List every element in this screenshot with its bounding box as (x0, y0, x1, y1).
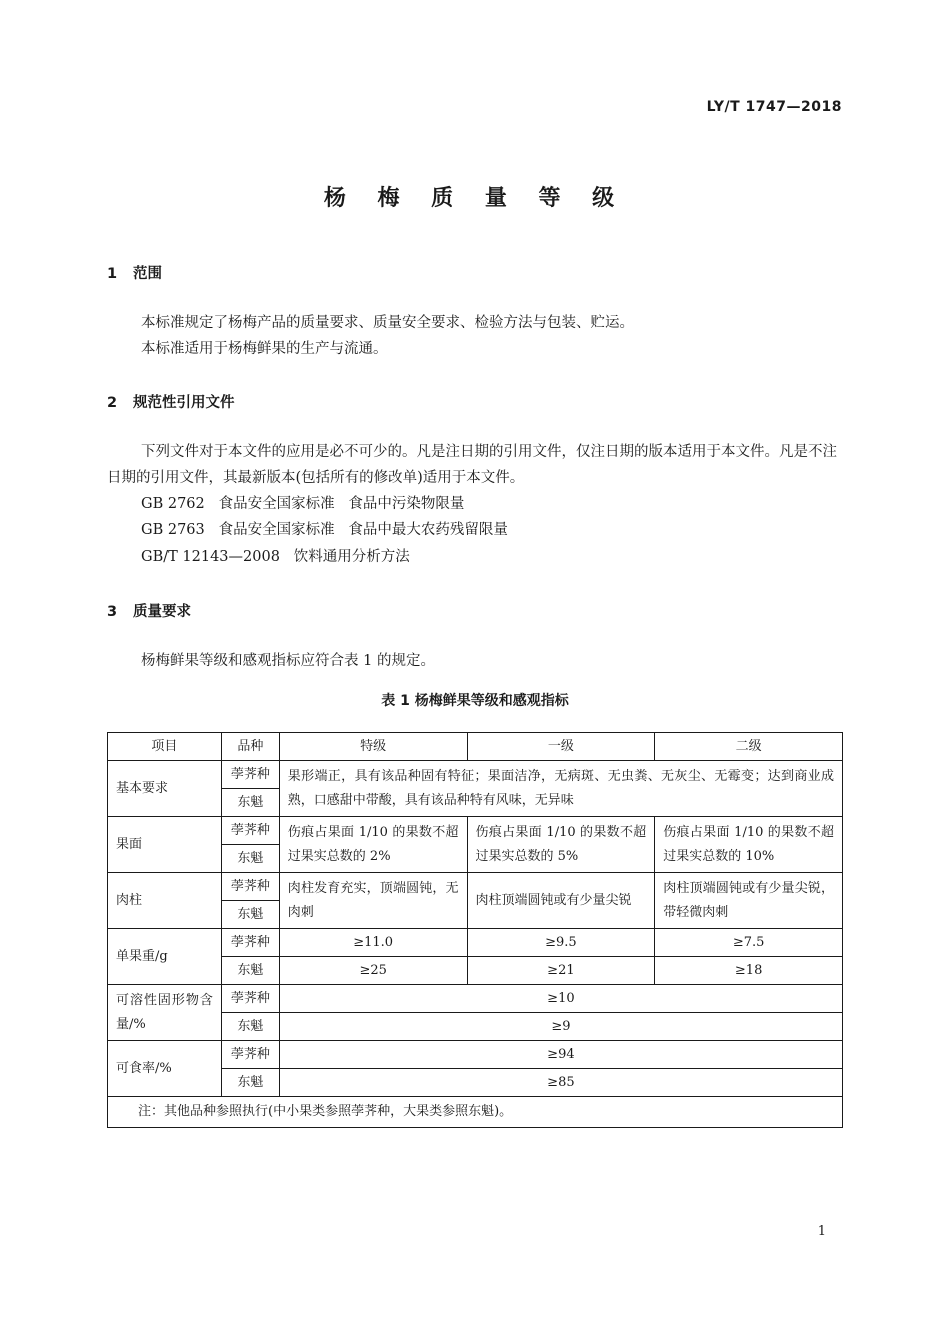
variety-label: 东魁 (221, 1013, 279, 1041)
table-cell: ≥85 (279, 1069, 842, 1097)
section-title: 质量要求 (133, 604, 191, 620)
table-row (108, 1041, 843, 1069)
table-cell: ≥9 (279, 1013, 842, 1041)
section-2-paragraph: 下列文件对于本文件的应用是必不可少的。凡是注日期的引用文件，仅注日期的版本适用于本文件。凡是不注日期的引用文件，其最新版本(包括所有的修改单)适用于本文件。 (107, 444, 837, 486)
section-title: 规范性引用文件 (133, 395, 235, 411)
table-cell: 伤痕占果面 1/10 的果数不超过果实总数的 5% (467, 817, 655, 873)
table-row (108, 761, 843, 789)
item-label: 可溶性固形物含量/% (108, 985, 222, 1041)
grade-table (107, 732, 843, 1128)
normative-reference: GB 2762 食品安全国家标准 食品中污染物限量 (141, 496, 465, 512)
variety-label: 东魁 (221, 789, 279, 817)
section-number: 1 (107, 266, 118, 282)
table-cell: 肉柱顶端圆钝或有少量尖锐 (467, 873, 655, 929)
item-label: 肉柱 (108, 873, 222, 929)
item-label: 可食率/% (108, 1041, 222, 1097)
table-cell: ≥94 (279, 1041, 842, 1069)
variety-label: 东魁 (221, 845, 279, 873)
variety-label: 东魁 (221, 901, 279, 929)
table-header-cell: 二级 (655, 733, 843, 761)
table-cell: 肉柱发育充实，顶端圆钝，无肉刺 (279, 873, 467, 929)
variety-label: 荸荠种 (221, 817, 279, 845)
table-note-row (108, 1097, 843, 1128)
document-number: LY/T 1747—2018 (706, 99, 842, 115)
table-cell: ≥25 (279, 957, 467, 985)
variety-label: 荸荠种 (221, 761, 279, 789)
item-label: 单果重/g (108, 929, 222, 985)
table-header-cell: 特级 (279, 733, 467, 761)
variety-label: 荸荠种 (221, 985, 279, 1013)
normative-reference: GB/T 12143—2008 饮料通用分析方法 (141, 549, 410, 565)
normative-reference: GB 2763 食品安全国家标准 食品中最大农药残留限量 (141, 522, 508, 538)
table-cell: 伤痕占果面 1/10 的果数不超过果实总数的 2% (279, 817, 467, 873)
table-note: 注：其他品种参照执行(中小果类参照荸荠种，大果类参照东魁)。 (108, 1097, 843, 1128)
item-label: 果面 (108, 817, 222, 873)
document-title: 杨 梅 质 量 等 级 (323, 186, 627, 211)
variety-label: 荸荠种 (221, 929, 279, 957)
section-2-heading (107, 391, 235, 412)
section-1-paragraph: 本标准适用于杨梅鲜果的生产与流通。 (141, 341, 388, 357)
section-number: 2 (107, 395, 118, 411)
section-3-heading (107, 600, 191, 621)
table-cell: ≥21 (467, 957, 655, 985)
table-cell: 肉柱顶端圆钝或有少量尖锐，带轻微肉刺 (655, 873, 843, 929)
variety-label: 东魁 (221, 957, 279, 985)
table-cell: ≥7.5 (655, 929, 843, 957)
table-cell: ≥18 (655, 957, 843, 985)
table-cell: 伤痕占果面 1/10 的果数不超过果实总数的 10% (655, 817, 843, 873)
table-row (108, 985, 843, 1013)
variety-label: 东魁 (221, 1069, 279, 1097)
variety-label: 荸荠种 (221, 873, 279, 901)
table-cell: ≥9.5 (467, 929, 655, 957)
table-cell: ≥10 (279, 985, 842, 1013)
table-row (108, 873, 843, 901)
section-number: 3 (107, 604, 118, 620)
table-cell: ≥11.0 (279, 929, 467, 957)
section-1-paragraph: 本标准规定了杨梅产品的质量要求、质量安全要求、检验方法与包装、贮运。 (141, 315, 634, 331)
variety-label: 荸荠种 (221, 1041, 279, 1069)
section-1-heading (107, 262, 162, 283)
section-3-paragraph: 杨梅鲜果等级和感观指标应符合表 1 的规定。 (141, 653, 435, 669)
table-row (108, 929, 843, 957)
item-label: 基本要求 (108, 761, 222, 817)
table-header-cell: 一级 (467, 733, 655, 761)
table-header-row (108, 733, 843, 761)
table-cell: 果形端正，具有该品种固有特征；果面洁净，无病斑、无虫粪、无灰尘、无霉变；达到商业成熟，口感甜中带酸，具有该品种特有风味，无异味 (279, 761, 842, 817)
table-caption: 表 1 杨梅鲜果等级和感观指标 (381, 693, 569, 709)
table-row (108, 817, 843, 845)
section-title: 范围 (133, 266, 162, 282)
table-header-cell: 品种 (221, 733, 279, 761)
page-number: 1 (817, 1224, 826, 1239)
table-header-cell: 项目 (108, 733, 222, 761)
